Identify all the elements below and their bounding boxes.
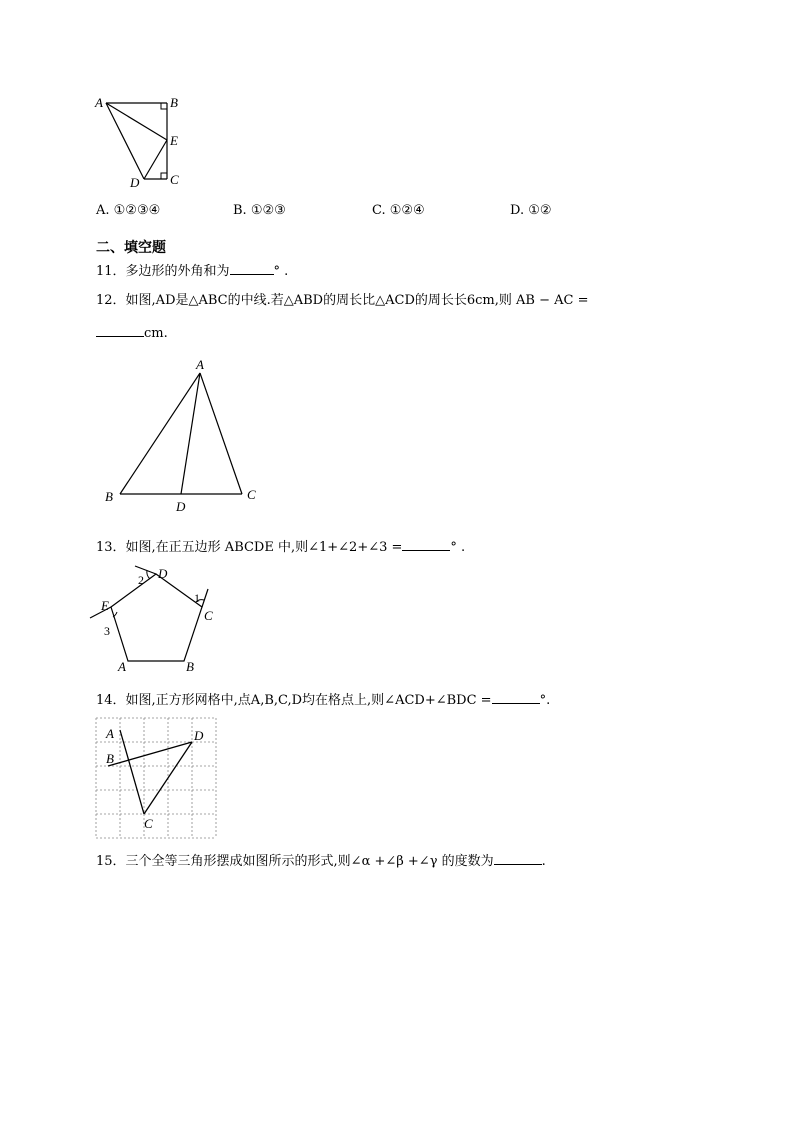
q13-label-a: A (118, 659, 126, 674)
question-11 (96, 262, 288, 280)
q14-label-b: B (106, 751, 114, 766)
q13-figure (90, 562, 230, 677)
question-15 (96, 852, 546, 870)
q10-label-d: D (130, 175, 140, 190)
q14-answer-blank (492, 691, 540, 704)
q14-label-d: D (194, 728, 204, 743)
q14-prefix: 14．如图,正方形网格中,点A,B,C,D均在格点上,则∠ACD+∠BDC = (96, 693, 492, 708)
q12-label-a: A (196, 357, 204, 372)
q11-suffix: ° . (273, 264, 289, 279)
question-12-line2 (96, 324, 168, 342)
section-heading: 二、填空题 (96, 240, 166, 256)
question-14 (96, 691, 550, 709)
q10-label-b: B (170, 95, 178, 110)
question-12-line1: 12．如图,AD是△ABC的中线.若△ABD的周长比△ACD的周长长6cm,则 AB − AC = (96, 293, 589, 308)
q10-figure (90, 95, 190, 195)
option-b: B. ①②③ (233, 203, 286, 218)
option-a: A. ①②③④ (96, 203, 161, 218)
q13-angle-3: 3 (104, 624, 110, 638)
q13-suffix: ° . (450, 540, 466, 555)
q12-answer-blank (96, 324, 144, 337)
q12-label-d: D (176, 499, 186, 514)
question-13 (96, 538, 465, 556)
q12-figure (100, 355, 270, 515)
q12-label-c: C (247, 487, 256, 502)
q10-label-e: E (170, 133, 178, 148)
q14-suffix: °. (539, 693, 551, 708)
q13-label-d: D (158, 566, 168, 581)
q10-label-a: A (95, 95, 103, 110)
q15-suffix: . (541, 854, 546, 869)
q11-prefix: 11．多边形的外角和为 (96, 264, 230, 279)
q14-label-c: C (144, 816, 153, 831)
q13-answer-blank (402, 538, 450, 551)
q11-answer-blank (230, 262, 274, 275)
q15-prefix: 15．三个全等三角形摆成如图所示的形式,则∠α +∠β +∠γ 的度数为 (96, 854, 494, 869)
q15-answer-blank (494, 852, 542, 865)
q13-label-c: C (204, 608, 213, 623)
q10-label-c: C (170, 172, 179, 187)
q12-suffix: cm. (144, 326, 168, 341)
q14-figure (96, 718, 218, 840)
option-c: C. ①②④ (372, 203, 425, 218)
q14-label-a: A (106, 726, 114, 741)
q13-angle-1: 1 (194, 591, 200, 605)
q13-label-e: E (101, 598, 109, 613)
q12-label-b: B (105, 489, 113, 504)
option-d: D. ①② (510, 203, 552, 218)
q13-angle-2: 2 (138, 573, 144, 587)
q13-label-b: B (186, 659, 194, 674)
q13-prefix: 13．如图,在正五边形 ABCDE 中,则∠1+∠2+∠3 = (96, 540, 403, 555)
